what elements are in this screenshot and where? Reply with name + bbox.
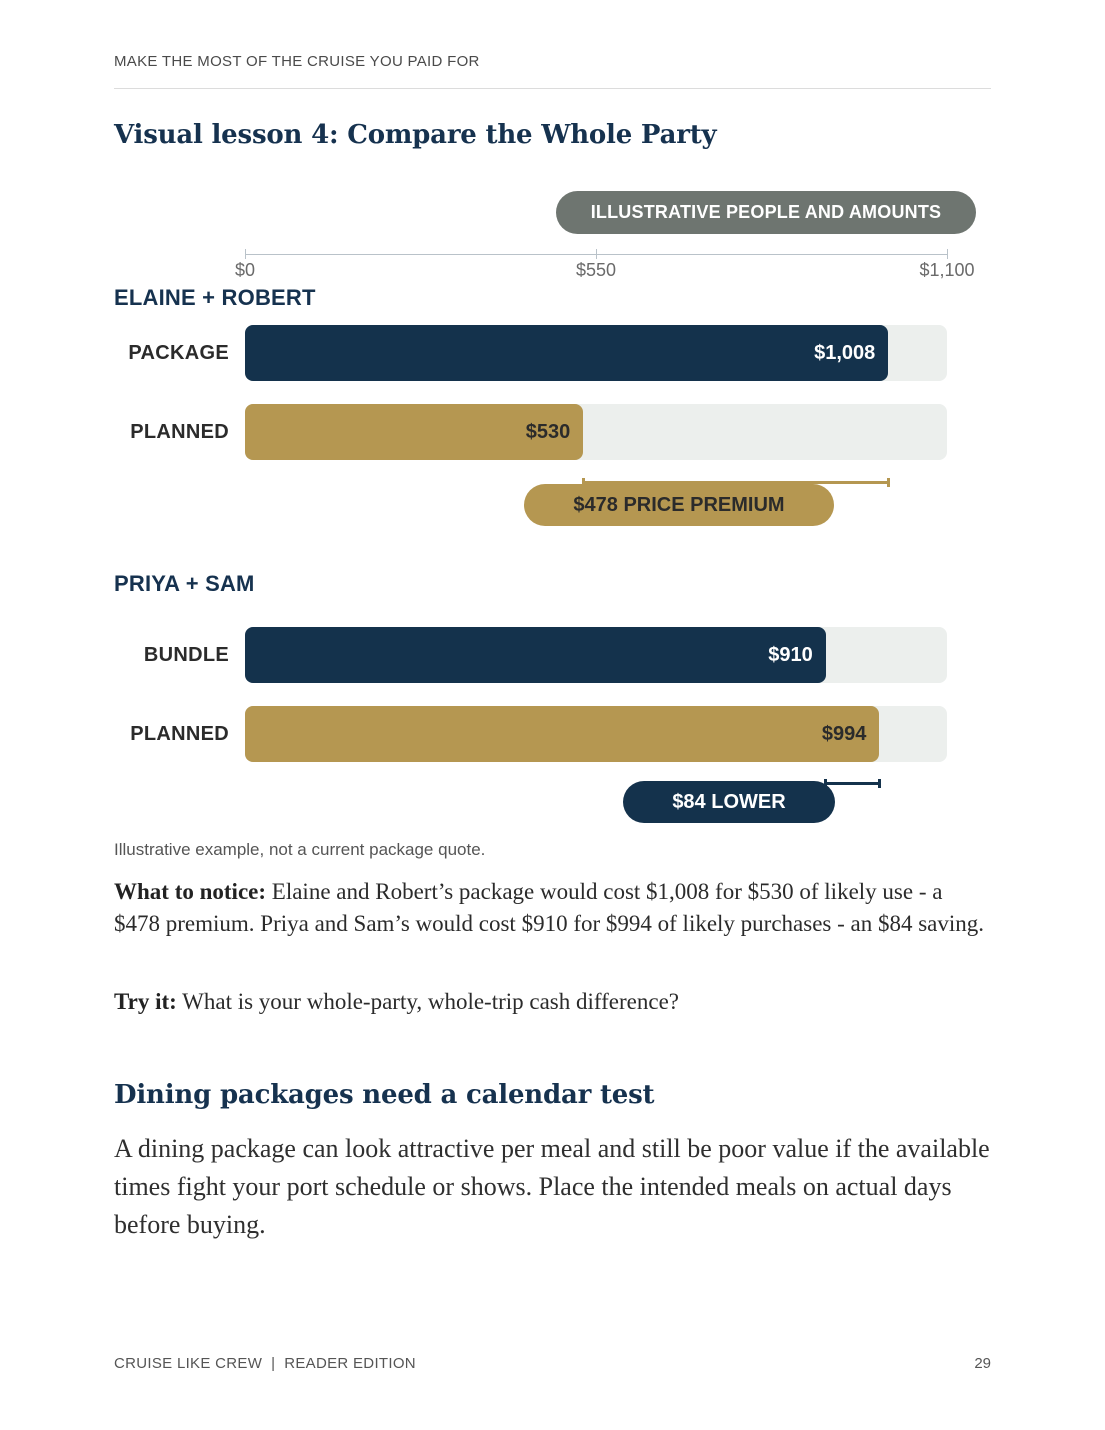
bar: $530 bbox=[245, 404, 583, 460]
x-axis-tick-label: $0 bbox=[234, 260, 256, 280]
footer-book-title: CRUISE LIKE CREW | READER EDITION bbox=[114, 1355, 416, 1372]
difference-pill: $478 PRICE PREMIUM bbox=[524, 484, 834, 526]
what-to-notice-lead: What to notice: bbox=[114, 879, 267, 904]
running-head: MAKE THE MOST OF THE CRUISE YOU PAID FOR bbox=[114, 53, 480, 70]
what-to-notice-paragraph bbox=[114, 876, 994, 940]
x-axis-tick bbox=[596, 249, 597, 259]
section-title: Dining packages need a calendar test bbox=[114, 1080, 655, 1110]
bar-row-label: PACKAGE bbox=[128, 341, 229, 364]
chart-caption: Illustrative example, not a current package quote. bbox=[114, 840, 486, 859]
lesson-title: Visual lesson 4: Compare the Whole Party bbox=[114, 120, 717, 150]
try-it-paragraph bbox=[114, 986, 994, 1018]
difference-bracket-cap bbox=[887, 478, 890, 487]
section-body: A dining package can look attractive per meal and still be poor value if the available times fight your port schedule or shows. Place the intended meals on actual days before buying. bbox=[114, 1134, 990, 1239]
x-axis-tick bbox=[947, 249, 948, 259]
try-it-lead: Try it: bbox=[114, 989, 177, 1014]
bar-row-label: PLANNED bbox=[130, 722, 229, 745]
what-to-notice-text: Elaine and Robert’s package would cost $1,008 for $530 of likely use - a $478 premium. Priya and Sam’s would cost $910 for $994 of likely purchases - an $84 saving. bbox=[114, 879, 985, 936]
difference-bracket bbox=[826, 782, 880, 785]
x-axis-tick-label: $1,100 bbox=[919, 260, 975, 280]
footer-page-number: 29 bbox=[974, 1355, 991, 1372]
group-title: ELAINE + ROBERT bbox=[114, 285, 316, 310]
x-axis-tick bbox=[245, 249, 246, 259]
group-title: PRIYA + SAM bbox=[114, 571, 255, 596]
bar: $1,008 bbox=[245, 325, 888, 381]
illustrative-badge: ILLUSTRATIVE PEOPLE AND AMOUNTS bbox=[556, 191, 976, 234]
bar-row-label: BUNDLE bbox=[143, 643, 229, 666]
bar-row-label: PLANNED bbox=[130, 420, 229, 443]
x-axis-tick-label: $550 bbox=[575, 260, 617, 280]
bar: $994 bbox=[245, 706, 879, 762]
difference-bracket-cap bbox=[878, 779, 881, 788]
header-rule bbox=[114, 88, 991, 89]
bar: $910 bbox=[245, 627, 826, 683]
difference-pill: $84 LOWER bbox=[623, 781, 835, 823]
try-it-text: What is your whole-party, whole-trip cash difference? bbox=[176, 989, 680, 1014]
